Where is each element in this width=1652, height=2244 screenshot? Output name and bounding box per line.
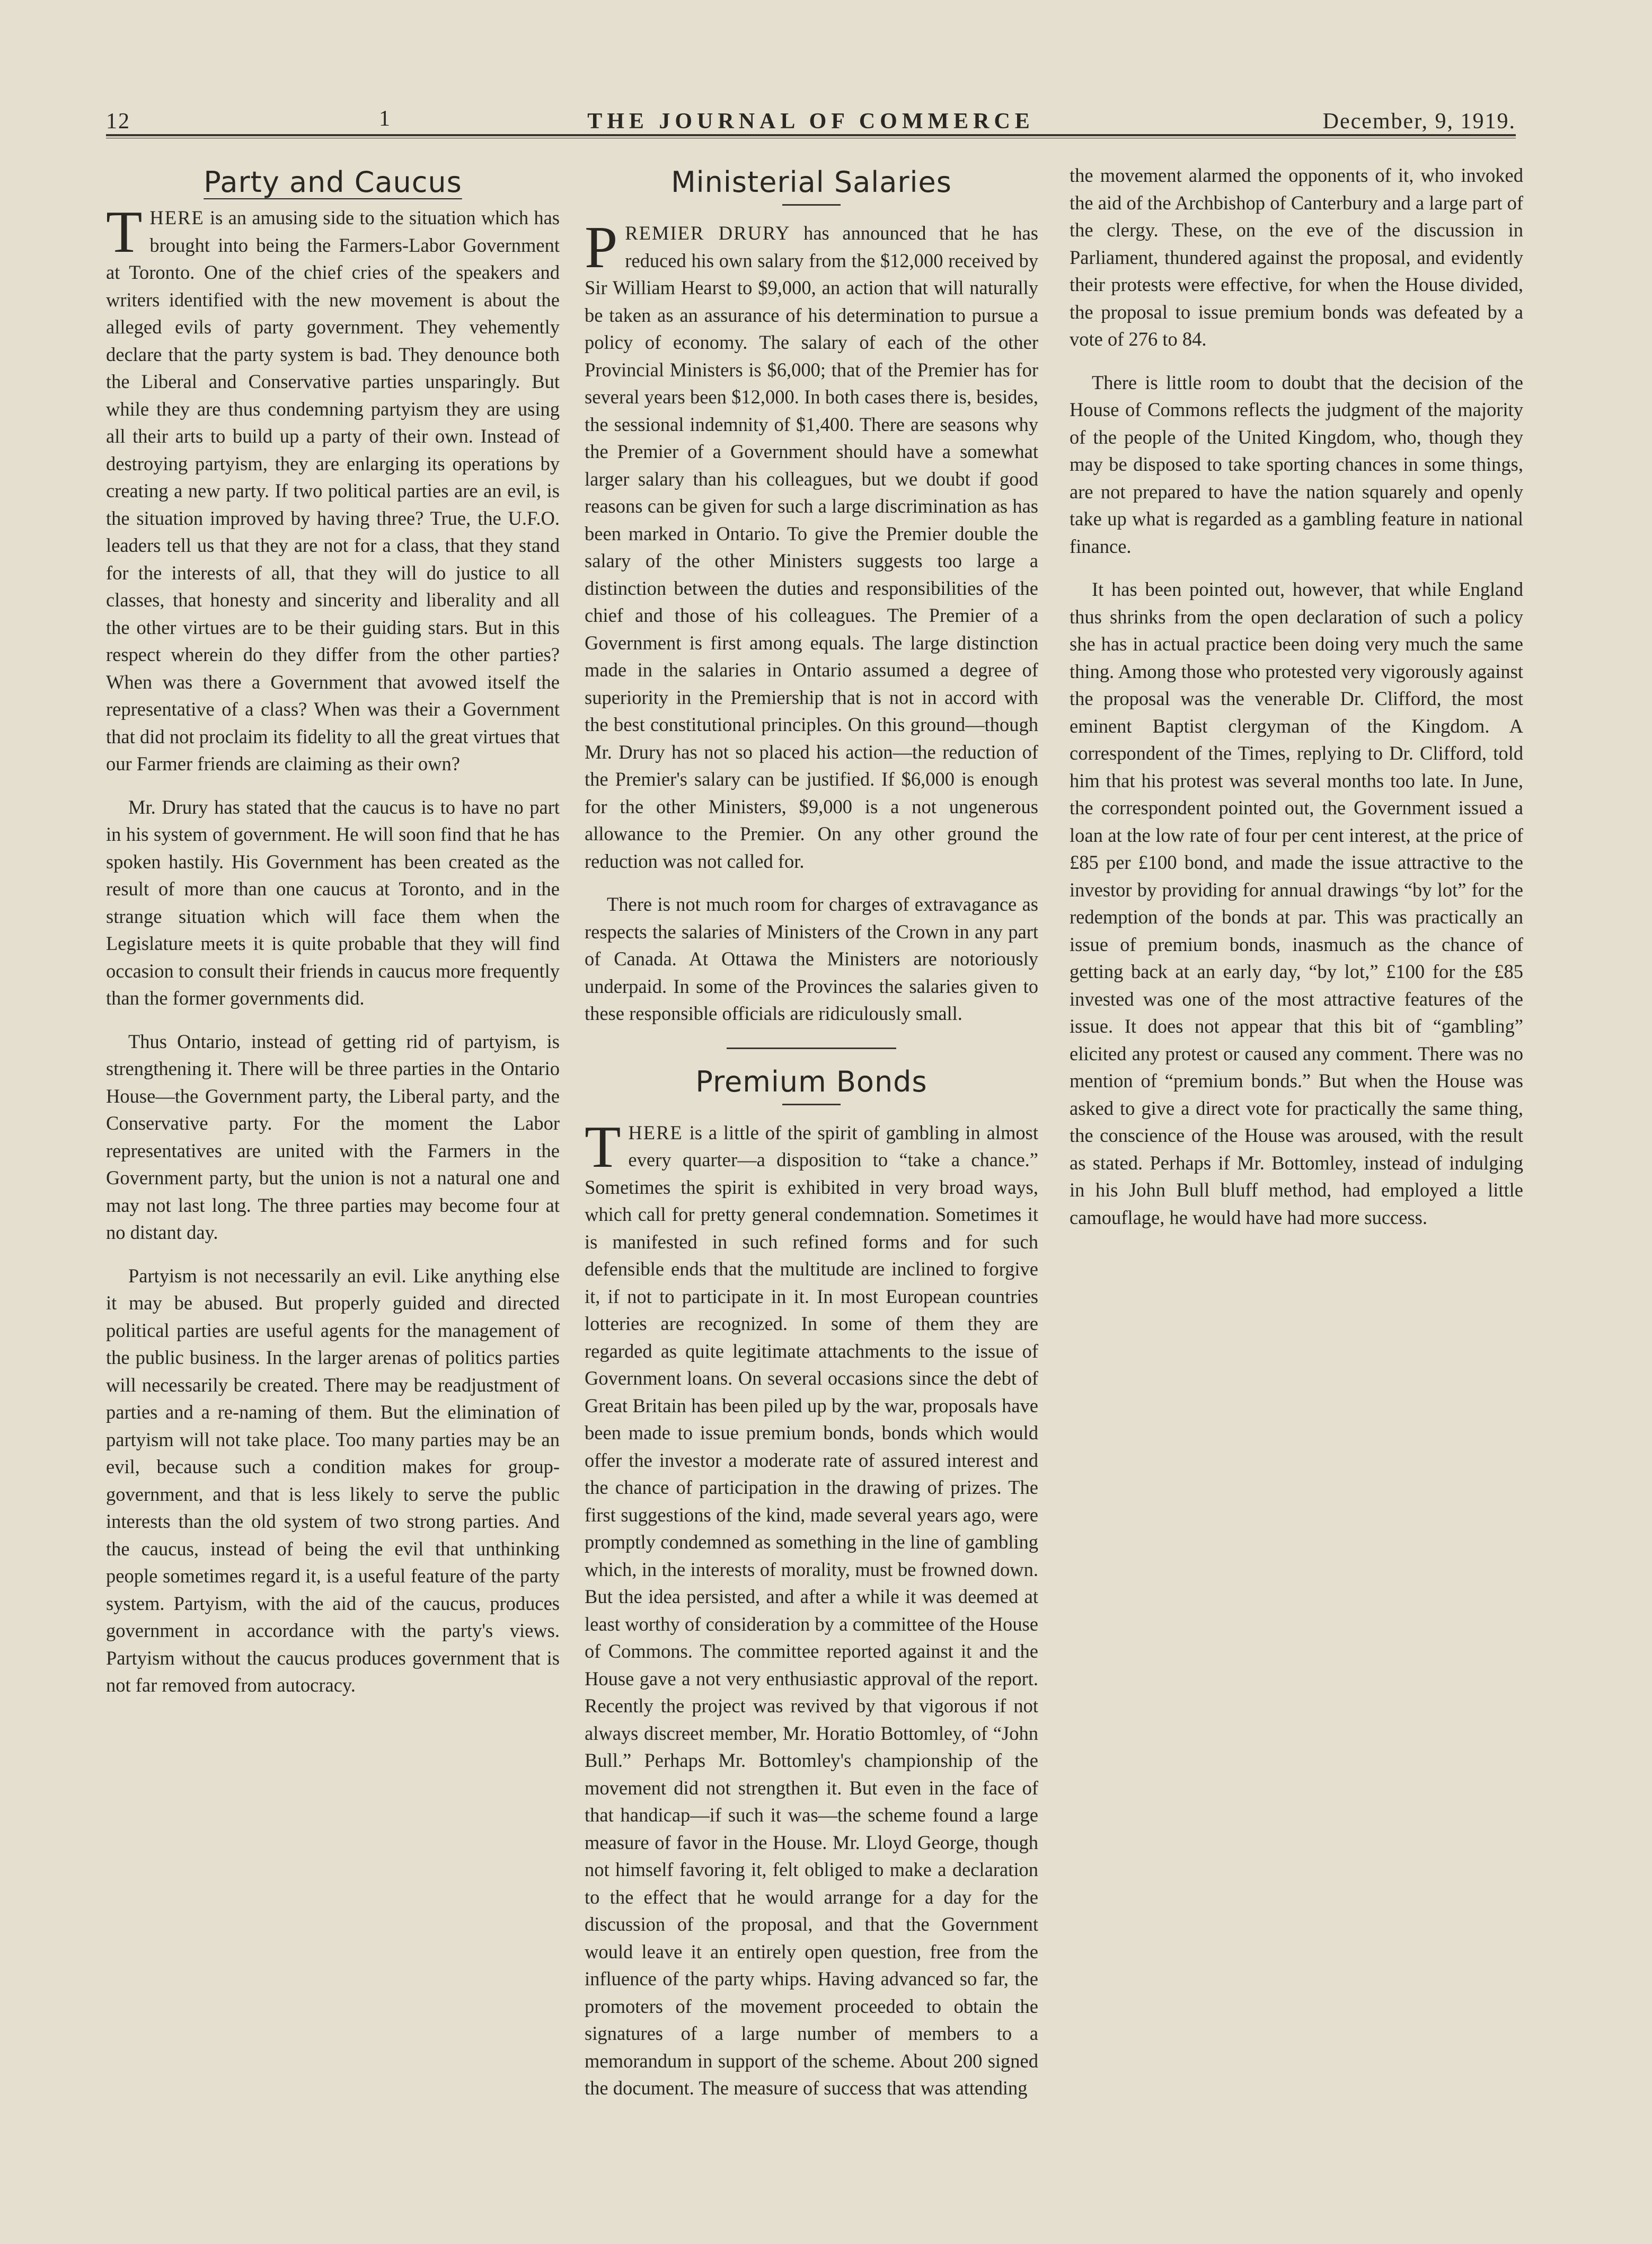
article-title-party-caucus: Party and Caucus [204,165,462,199]
title-rule [782,1104,841,1105]
journal-title: THE JOURNAL OF COMMERCE [587,109,1035,134]
column-3 [1070,162,1523,1247]
article-separator [727,1048,896,1049]
article-title-ministerial-salaries: Ministerial Salaries [671,165,952,199]
article-paragraph: There is little room to doubt that the decision of the House of Commons reflects the judgment of the majority of the people of the United Kingdom, who, though they may be disposed to take sporting chances in some things, are not prepared to have the nation squarely and openly take up what is regarded as a gambling feature in national finance. [1070,371,1523,557]
lead-words: HERE [149,207,205,228]
article-paragraph [106,199,560,778]
article-paragraph: There is not much room for charges of extravagance as respects the salaries of Ministers of the Crown in any part of Canada. At Ottawa the Ministers are notoriously underpaid. In some of the Provinces the salaries given to these responsible officials are ridiculously small. [585,893,1038,1024]
article-paragraph-continued: the movement alarmed the opponents of it, who invoked the aid of the Archbishop of Canterbury and a large part of the clergy. These, on the eve of the discussion in Parliament, thundered against the proposal, and evidently their protests were effective, for when the House divided, the proposal to issue premium bonds was defeated by a vote of 276 to 84. [1070,164,1523,350]
article-paragraph: Thus Ontario, instead of getting rid of partyism, is strengthening it. There will be three parties in the Ontario House—the Government party, the Liberal party, and the Conservative party. For the moment the Labor representatives are united with the Farmers in the Government party, but the union is not a natural one and may not last long. The three parties may become four at no distant day. [106,1030,560,1243]
paragraph-text: is a little of the spirit of gambling in almost every quarter—a disposition to “take a chance.” Sometimes the spirit is exhibited in very broad ways, which call for pretty general condemnation. Sometimes it is manifested in such refined forms and for such defensible ends that the multitude are inclined to forgive it, if not to participate in it. In most European countries lotteries are recognized. In some of them they are regarded as quite legitimate attachments to the issue of Government loans. On several occasions since the debt of Great Britain has been piled up by the war, proposals have been made to issue premium bonds, bonds which would offer the investor a moderate rate of assured interest and the chance of participation in the drawing of prizes. The first suggestions of the kind, made several years ago, were promptly condemned as something in the line of gambling which, in the interests of morality, must be frowned down. But the idea persisted, and after a while it was deemed at least worthy of consideration by a committee of the House of Commons. The committee reported against it and the House gave a not very enthusiastic approval of the report. Recently the project was revived by that vigorous if not always discreet member, Mr. Horatio Bottomley, of “John Bull.” Perhaps Mr. Bottomley's championship of the movement did not strengthen it. But even in the face of that handicap—if such it was—the scheme found a large measure of favor in the House. Mr. Lloyd George, though not himself favoring it, felt obliged to make a declaration to the effect that he would arrange for a day for the discussion of the proposal, and that the Government would leave it an entirely open question, free from the influence of the party whips. Having advanced so far, the promoters of the movement proceeded to obtain the signatures of a large number of members to a memorandum in support of the scheme. About 200 signed the document. The measure of success that was attending [585,1121,1038,2099]
issue-date: December, 9, 1919. [1322,109,1516,134]
lead-words: REMIER DRURY [625,222,791,244]
drop-cap: T [106,199,143,265]
page-number: 12 [106,109,130,134]
column-1 [106,159,560,1715]
article-paragraph: Partyism is not necessarily an evil. Like anything else it may be abused. But properly guided and directed political parties are useful agents for the management of the public business. In the larger arenas of politics parties will necessarily be created. There may be readjustment of parties and a re-naming of them. But the elimination of partyism will not take place. Too many parties may be an evil, because such a condition makes for group-government, and that is less likely to serve the public interests than the old system of two strong parties. And the caucus, instead of being the evil that unthinking people sometimes regard it, is a useful feature of the party system. Partyism, with the aid of the caucus, produces government in accordance with the party's views. Partyism without the caucus produces government that is not far removed from autocracy. [106,1264,560,1696]
header-rule [106,134,1516,136]
header-mark: 1 [379,107,391,131]
article-paragraph [585,1114,1038,2102]
lead-words: HERE [628,1121,683,1143]
drop-cap: T [585,1114,621,1180]
paragraph-text: has announced that he has reduced his own salary from the $12,000 received by Sir William Hearst to $9,000, an action that will naturally be taken as an assurance of his determination to pursue a policy of economy. The salary of each of the other Provincial Ministers is $6,000; that of the Premier has for several years been $12,000. In both cases there is, besides, the sessional indemnity of $1,400. There are seasons why the Premier of a Government should have a somewhat larger salary than his colleagues, but we doubt if good reasons can be given for such a large discrimination as has been marked in Ontario. To give the Premier double the salary of the other Ministers suggests too large a distinction between the duties and responsibilities of the chief and those of his colleagues. The Premier of a Government is first among equals. The large distinction made in the salaries in Ontario assumed a degree of superiority in the Premiership that is not in accord with the best constitutional principles. On this ground—though Mr. Drury has not so placed his action—the reduction of the Premier's salary can be justified. If $6,000 is enough for the other Ministers, $9,000 is a not ungenerous allowance to the Premier. On any other ground the reduction was not called for. [585,222,1039,872]
drop-cap: P [585,215,618,280]
article-paragraph [585,215,1039,875]
article-title-premium-bonds: Premium Bonds [695,1064,927,1098]
article-paragraph: It has been pointed out, however, that while England thus shrinks from the open declaration of such a policy she has in actual practice been doing very much the same thing. Among those who protested very vigorously against the proposal was the venerable Dr. Clifford, the most eminent Baptist clergyman of the Kingdom. A correspondent of the Times, replying to Dr. Clifford, told him that his protest was several months too late. In June, the correspondent pointed out, the Government issued a loan at the low rate of four per cent interest, at the price of £85 per £100 bond, and made the issue attractive to the investor by providing for annual drawings “by lot” for the redemption of the bonds at par. This was practically an issue of premium bonds, inasmuch as the chance of getting back at an early day, “by lot,” £100 for the £85 invested was one of the most attractive features of the issue. It does not appear that this bit of “gambling” elicited any protest or caused any comment. There was no mention of “premium bonds.” But when the House was asked to give a direct vote for practically the same thing, the conscience of the House was aroused, with the result as stated. Perhaps if Mr. Bottomley, instead of indulging in his John Bull bluff method, had employed a little camouflage, he would have had more success. [1070,578,1523,1228]
paragraph-text: is an amusing side to the situation which has brought into being the Farmers-Labor Government at Toronto. One of the chief cries of the speakers and writers identified with the new movement is about the alleged evils of party government. They vehemently declare that the party system is bad. They denounce both the Liberal and Conservative parties unsparingly. But while they are thus condemning partyism they are using all their arts to build up a party of their own. Instead of destroying partyism, they are enlarging its operations by creating a new party. If two political parties are an evil, is the situation improved by having three? True, the U.F.O. leaders tell us that they are not for a class, that they stand for the interests of all, that they will do justice to all classes, that honesty and sincerity and liberality and all the other virtues are to be their guiding stars. But in this respect wherein do they differ from the other parties? When was there a Government that avowed itself the representative of a class? When was their a Government that did not proclaim its fidelity to all the great virtues that our Farmer friends are claiming as their own? [106,207,560,775]
title-rule [782,204,841,206]
column-2 [585,159,1038,2118]
article-paragraph: Mr. Drury has stated that the caucus is to have no part in his system of government. He will soon find that he has spoken hastily. His Government has been created as the result of more than one caucus at Toronto, and in the strange situation which will face them when the Legislature meets it is quite probable that they will find occasion to consult their friends in caucus more frequently than the former governments did. [106,796,560,1009]
